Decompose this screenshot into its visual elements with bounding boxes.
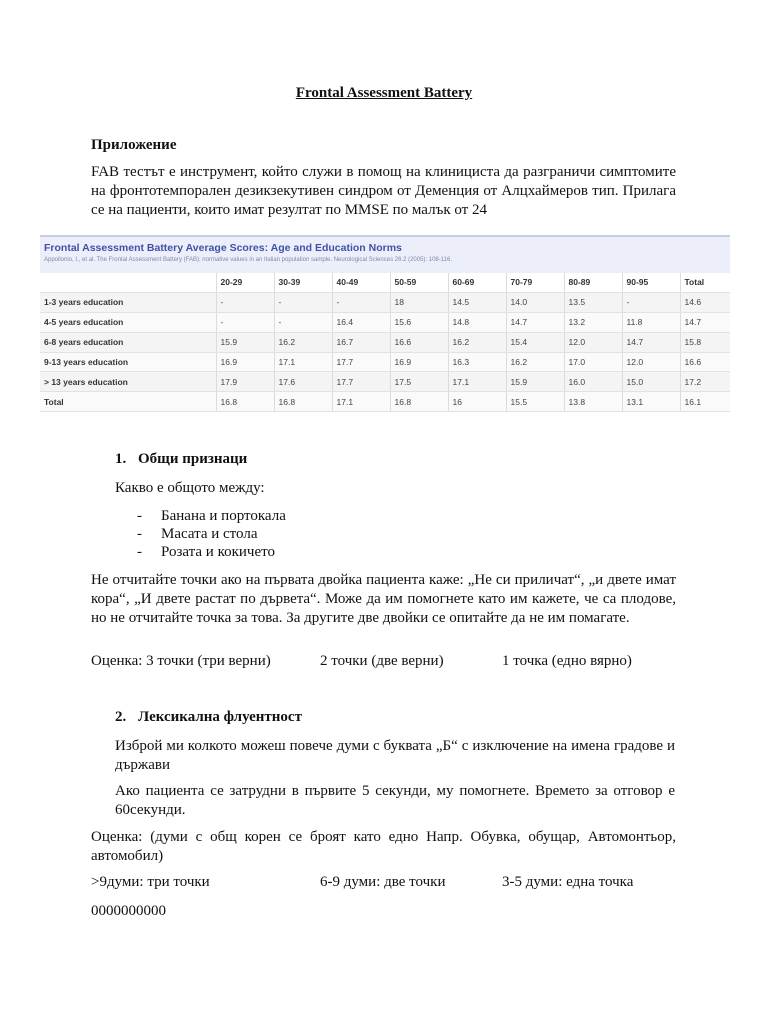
bullet-mark: -	[137, 526, 142, 542]
list-item	[137, 507, 286, 525]
row-label: Total	[40, 392, 216, 412]
column-header: 70-79	[506, 273, 564, 292]
score-2-points: 2 точки (две верни)	[320, 653, 444, 669]
table-cell: 14.7	[622, 332, 680, 352]
table-cell: 17.6	[274, 372, 332, 392]
table-cell: 15.5	[506, 392, 564, 412]
norms-header	[40, 237, 730, 273]
section-2-task: Изброй ми колкото можеш повече думи с буквата „Б“ с изключение на имена градове и държави	[115, 738, 675, 773]
section-2-heading	[115, 709, 302, 726]
score-1-point: 1 точка (едно вярно)	[502, 653, 632, 669]
table-cell: 15.0	[622, 372, 680, 392]
column-header: 30-39	[274, 273, 332, 292]
row-label: 6-8 years education	[40, 332, 216, 352]
intro-paragraph: FAB тестът е инструмент, който служи в помощ на клинициста да разграничи симптомите на фронтотемпорален дезикзекутивен синдром от Деменция от Алцхаймеров тип. Прилага се на пациенти, които имат резултат по MMSE по малък от 24	[91, 164, 676, 218]
table-row	[40, 372, 730, 392]
table-cell: 13.5	[564, 292, 622, 312]
table-cell: -	[216, 292, 274, 312]
table-cell: 14.6	[680, 292, 730, 312]
table-cell: 16.1	[680, 392, 730, 412]
table-cell: 16.8	[274, 392, 332, 412]
table-cell: 17.0	[564, 352, 622, 372]
column-header: 60-69	[448, 273, 506, 292]
column-header: 90-95	[622, 273, 680, 292]
score-3-points: Оценка: 3 точки (три верни)	[91, 653, 271, 669]
norms-table-figure	[40, 235, 730, 411]
table-cell: 12.0	[564, 332, 622, 352]
table-cell: 17.2	[680, 372, 730, 392]
table-cell: 17.7	[332, 372, 390, 392]
table-cell: 17.1	[274, 352, 332, 372]
column-header: 40-49	[332, 273, 390, 292]
table-cell: 15.9	[506, 372, 564, 392]
score-3-points: >9думи: три точки	[91, 874, 210, 890]
table-cell: 16	[448, 392, 506, 412]
section-1-question: Какво е общото между:	[115, 480, 265, 496]
section-2-title: Лексикална флуентност	[138, 709, 302, 725]
table-cell: 16.9	[216, 352, 274, 372]
table-cell: 17.9	[216, 372, 274, 392]
table-cell: 11.8	[622, 312, 680, 332]
table-cell: -	[274, 292, 332, 312]
table-cell: 13.2	[564, 312, 622, 332]
table-cell: 17.5	[390, 372, 448, 392]
table-row	[40, 332, 730, 352]
table-cell: 17.7	[332, 352, 390, 372]
column-header: 20-29	[216, 273, 274, 292]
section-2-help: Ако пациента се затрудни в първите 5 секунди, му помогнете. Времето за отговор е 60секунди.	[115, 783, 675, 818]
table-cell: 15.8	[680, 332, 730, 352]
table-cell: 17.1	[448, 372, 506, 392]
norms-table	[40, 273, 730, 412]
appendix-heading: Приложение	[91, 137, 177, 153]
section-1-title: Общи признаци	[138, 451, 248, 467]
column-header: Total	[680, 273, 730, 292]
table-cell: 16.9	[390, 352, 448, 372]
score-2-points: 6-9 думи: две точки	[320, 874, 446, 890]
bullet-mark: -	[137, 544, 142, 560]
column-header: 80-89	[564, 273, 622, 292]
table-cell: 16.7	[332, 332, 390, 352]
column-header	[40, 273, 216, 292]
list-item-text: Масата и стола	[161, 526, 258, 542]
column-header: 50-59	[390, 273, 448, 292]
table-cell: 16.8	[390, 392, 448, 412]
table-cell: 15.6	[390, 312, 448, 332]
table-cell: 16.2	[506, 352, 564, 372]
table-row	[40, 312, 730, 332]
score-1-point: 3-5 думи: една точка	[502, 874, 634, 890]
table-cell: 12.0	[622, 352, 680, 372]
table-cell: 18	[390, 292, 448, 312]
table-cell: 14.0	[506, 292, 564, 312]
table-cell: -	[216, 312, 274, 332]
section-2-number: 2.	[115, 709, 127, 725]
table-cell: -	[332, 292, 390, 312]
list-item-text: Розата и кокичето	[161, 544, 275, 560]
table-row	[40, 392, 730, 412]
table-cell: 14.5	[448, 292, 506, 312]
table-cell: 15.4	[506, 332, 564, 352]
table-row	[40, 292, 730, 312]
row-label: 1-3 years education	[40, 292, 216, 312]
section-1-instructions: Не отчитайте точки ако на първата двойка пациента каже: „Не си приличат“, „и двете имат кора“, „И двете растат по дърветa“. Може да им помогнете като им кажете, че са плодове, но не отчитайте точка за това. За другите две двойки се опитайте да не им помагате.	[91, 572, 676, 626]
norms-header-row	[40, 273, 730, 292]
section-1-list	[137, 507, 286, 561]
list-item	[137, 543, 286, 561]
list-item	[137, 525, 286, 543]
table-cell: -	[622, 292, 680, 312]
section-1-scoring	[0, 653, 768, 673]
row-label: > 13 years education	[40, 372, 216, 392]
section-2-note: Оценка: (думи с общ корен се броят като едно Напр. Обувка, обущар, Автомонтьор, автомобил)	[91, 829, 676, 864]
row-label: 9-13 years education	[40, 352, 216, 372]
table-cell: 14.8	[448, 312, 506, 332]
table-cell: 16.0	[564, 372, 622, 392]
norms-source: Appollonio, I., et al. The Frontal Assessment Battery (FAB): normative values in an Italian population sample. Neurological Sciences 26.2 (2005): 108-116.	[44, 257, 452, 263]
document-title: Frontal Assessment Battery	[295, 85, 473, 101]
table-cell: 17.1	[332, 392, 390, 412]
table-row	[40, 352, 730, 372]
table-cell: 13.8	[564, 392, 622, 412]
section-2-scoring	[0, 874, 768, 894]
table-cell: 16.4	[332, 312, 390, 332]
list-item-text: Банана и портокала	[161, 508, 286, 524]
table-cell: 13.1	[622, 392, 680, 412]
section-1-number: 1.	[115, 451, 127, 467]
trailing-text: 0000000000	[91, 903, 166, 919]
table-cell: 14.7	[680, 312, 730, 332]
row-label: 4-5 years education	[40, 312, 216, 332]
bullet-mark: -	[137, 508, 142, 524]
section-1-heading	[115, 451, 247, 468]
table-cell: -	[274, 312, 332, 332]
table-cell: 16.2	[448, 332, 506, 352]
table-cell: 16.6	[680, 352, 730, 372]
table-cell: 16.3	[448, 352, 506, 372]
table-cell: 16.8	[216, 392, 274, 412]
table-cell: 16.6	[390, 332, 448, 352]
table-cell: 14.7	[506, 312, 564, 332]
table-cell: 15.9	[216, 332, 274, 352]
table-cell: 16.2	[274, 332, 332, 352]
norms-title: Frontal Assessment Battery Average Scores: Age and Education Norms	[44, 242, 402, 254]
